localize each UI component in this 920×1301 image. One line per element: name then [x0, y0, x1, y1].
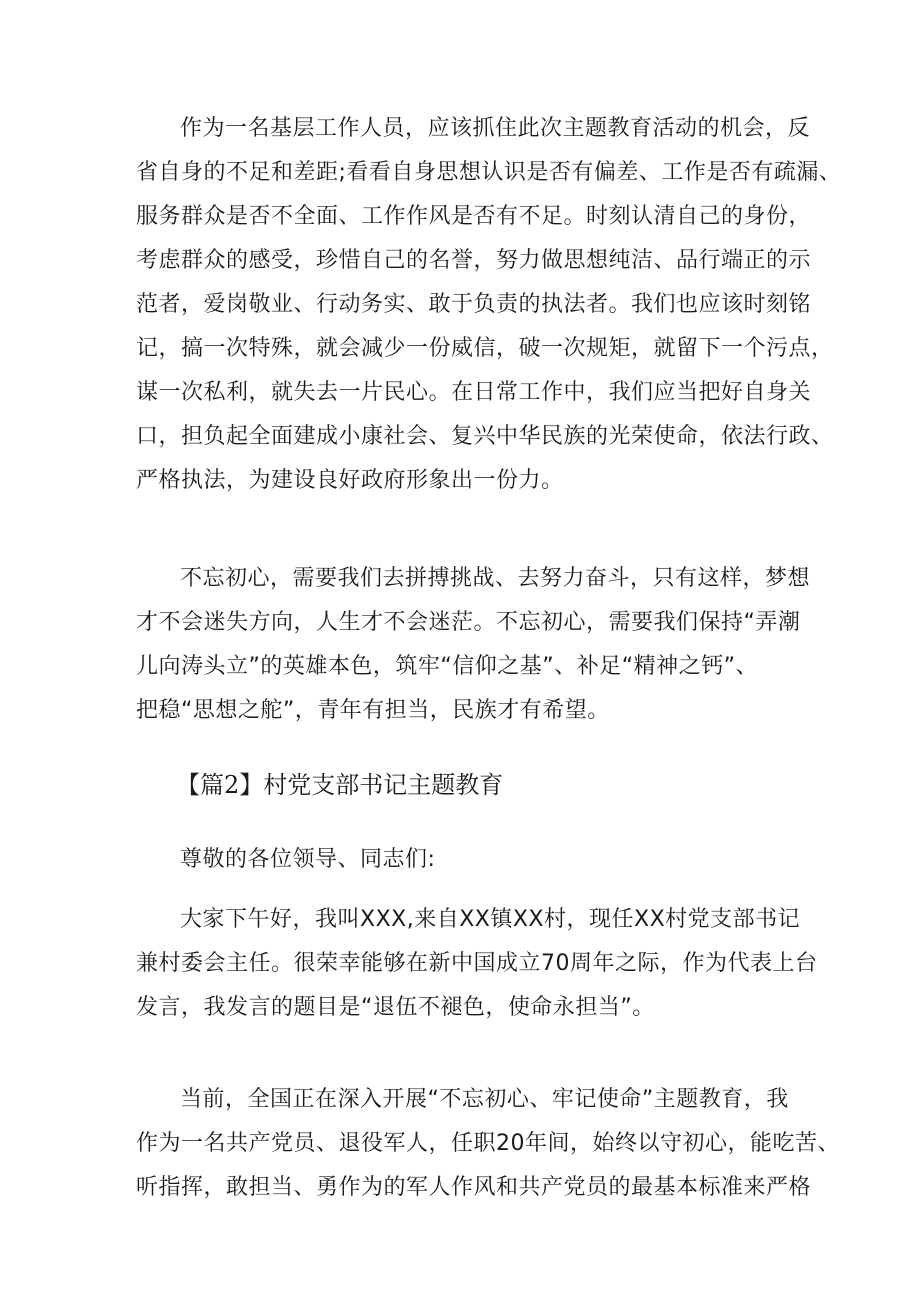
- text-line: 服务群众是否不全面、工作作风是否有不足。时刻认清自己的身份，: [136, 204, 812, 229]
- text-line: 考虑群众的感受，珍惜自己的名誉，努力做思想纯洁、品行端正的示: [136, 248, 812, 273]
- text-line: 当前，全国正在深入开展“不忘初心、牢记使命”主题教育，我: [180, 1087, 789, 1112]
- paragraph-original-aspiration: [136, 557, 816, 733]
- text-line: 作为一名共产党员、退役军人，任职20年间，始终以守初心，能吃苦、: [136, 1131, 840, 1156]
- text-line: 兼村委会主任。很荣幸能够在新中国成立70周年之际，作为代表上台: [136, 951, 818, 976]
- text-line: 儿向涛头立”的英雄本色，筑牢“信仰之基”、补足“精神之钙”、: [136, 654, 758, 679]
- paragraph-greeting: [136, 838, 816, 882]
- paragraph-current-situation: [136, 1078, 840, 1210]
- section-heading: 【篇2】村党支部书记主题教育: [176, 771, 504, 799]
- text-line: 谋一次私利，就失去一片民心。在日常工作中，我们应当把好自身关: [136, 380, 812, 405]
- text-line: 大家下午好，我叫XXX,来自XX镇XX村，现任XX村党支部书记: [180, 907, 801, 932]
- text-line: 记，搞一次特殊，就会减少一份威信，破一次规矩，就留下一个污点，: [136, 336, 834, 361]
- text-line: 口，担负起全面建成小康社会、复兴中华民族的光荣使命，依法行政、: [136, 424, 834, 449]
- text-line: 范者，爱岗敬业、行动务实、敢于负责的执法者。我们也应该时刻铭: [136, 292, 812, 317]
- text-line: 不忘初心，需要我们去拼搏挑战、去努力奋斗，只有这样，梦想: [180, 566, 811, 591]
- text-line: 尊敬的各位领导、同志们:: [180, 847, 436, 872]
- text-line: 省自身的不足和差距;看看自身思想认识是否有偏差、工作是否有疏漏、: [136, 160, 842, 185]
- text-line: 严格执法，为建设良好政府形象出一份力。: [136, 468, 564, 493]
- paragraph-self-reflection: [136, 107, 842, 503]
- text-line: 把稳“思想之舵”，青年有担当，民族才有希望。: [136, 698, 610, 723]
- text-line: 作为一名基层工作人员，应该抓住此次主题教育活动的机会，反: [180, 116, 811, 141]
- text-line: 发言，我发言的题目是“退伍不褪色，使命永担当”。: [136, 995, 655, 1020]
- paragraph-introduction: [136, 898, 816, 1030]
- text-line: 才不会迷失方向，人生才不会迷茫。不忘初心，需要我们保持“弄潮: [136, 610, 801, 635]
- text-line: 听指挥，敢担当、勇作为的军人作风和共产党员的最基本标准来严格: [136, 1175, 812, 1200]
